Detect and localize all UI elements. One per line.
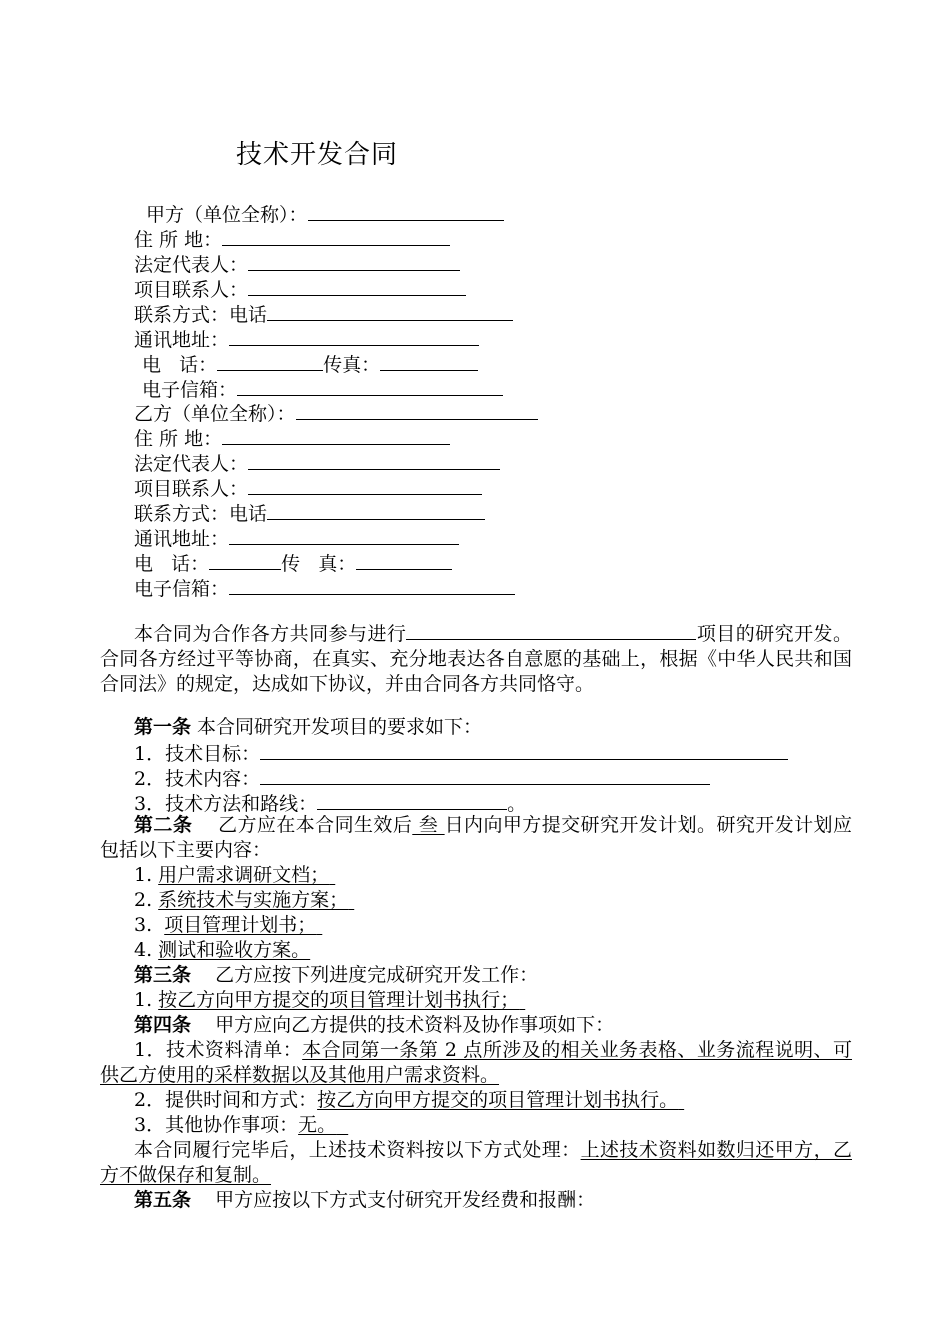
article-4-heading-row (134, 1013, 614, 1037)
tech-goal-label: 1．技术目标： (134, 743, 261, 765)
party-b-contact-row (134, 475, 482, 501)
article-1-item-2 (134, 765, 710, 791)
article-3-item-1 (134, 988, 525, 1012)
party-b-contact-blank[interactable] (248, 475, 482, 495)
party-a-email-blank[interactable] (237, 376, 503, 396)
party-b-contact-method-label: 联系方式：电话 (134, 503, 268, 525)
party-b-fax-blank[interactable] (356, 550, 452, 570)
article-5-heading-row (134, 1188, 595, 1212)
project-name-blank[interactable] (406, 623, 696, 640)
article-3-item-1-text: 按乙方向甲方提交的项目管理计划书执行； (158, 989, 520, 1011)
article-2-item-4-text: 测试和验收方案。 (158, 939, 311, 961)
article-2-item-4 (134, 938, 310, 962)
party-a-address-label: 住 所 地： (134, 229, 223, 251)
party-a-name-label: 甲方（单位全称）： (146, 204, 308, 226)
party-a-contact-method-row (134, 301, 513, 327)
party-b-email-label: 电子信箱： (134, 578, 230, 600)
party-b-phone-label: 电 话： (134, 553, 210, 575)
tech-goal-blank[interactable] (260, 740, 788, 760)
party-b-mail-address-row (134, 525, 459, 551)
party-a-fax-blank[interactable] (380, 351, 478, 371)
article-5-heading: 第五条 (134, 1189, 192, 1211)
party-a-legal-rep-blank[interactable] (248, 251, 460, 271)
article-2-text-after: 日内向甲方提交研究开发计划。研究开发计划应包括以下主要内容： (100, 814, 852, 861)
party-a-fax-label: 传真： (323, 354, 381, 376)
article-2-item-1-text: 用户需求调研文档； (158, 864, 330, 886)
article-2-item-1 (134, 863, 335, 887)
party-b-address-row (134, 425, 450, 451)
article-4-text: 甲方应向乙方提供的技术资料及协作事项如下： (191, 1014, 615, 1036)
article-2-item-3-text: 项目管理计划书； (164, 914, 317, 936)
article-4-heading: 第四条 (134, 1014, 192, 1036)
party-b-legal-rep-row (134, 450, 500, 476)
party-a-mail-address-label: 通讯地址： (134, 329, 230, 351)
other-matters-value: 无。 (298, 1114, 337, 1136)
tech-material-list-value: 本合同第一条第 2 点所涉及的相关业务表格、业务流程说明、可供乙方使用的采样数据以及其他用户需求资料。 (100, 1039, 853, 1086)
party-b-phone-fax-row (134, 550, 452, 576)
other-matters-label: 3．其他协作事项： (134, 1114, 299, 1136)
article-2-text-before: 乙方应在本合同生效后 (192, 814, 413, 836)
party-a-address-blank[interactable] (222, 226, 450, 246)
article-3-heading-row (134, 963, 538, 987)
party-b-address-label: 住 所 地： (134, 428, 223, 450)
party-a-mail-address-row (134, 326, 479, 352)
article-2-heading: 第二条 (134, 814, 193, 836)
article-2-item-2-num: 2. (134, 889, 159, 911)
party-b-phone2-blank[interactable] (209, 550, 281, 570)
disposal-label: 本合同履行完毕后，上述技术资料按以下方式处理： (134, 1139, 581, 1161)
article-5-text: 甲方应按以下方式支付研究开发经费和报酬： (191, 1189, 596, 1211)
provide-time-value: 按乙方向甲方提交的项目管理计划书执行。 (317, 1089, 679, 1111)
disposal-value: 上述技术资料如数归还甲方，乙方不做保存和复制。 (100, 1139, 852, 1186)
party-b-email-blank[interactable] (229, 575, 515, 595)
tech-content-blank[interactable] (260, 765, 710, 785)
article-3-item-1-num: 1. (134, 989, 159, 1011)
party-a-contact-label: 项目联系人： (134, 279, 249, 301)
party-a-mail-address-blank[interactable] (229, 326, 479, 346)
party-b-address-blank[interactable] (222, 425, 450, 445)
party-b-name-blank[interactable] (296, 400, 538, 420)
article-4-item-2 (134, 1088, 684, 1112)
article-2-item-3-num: 3. (134, 914, 165, 936)
article-4-item-3 (134, 1113, 348, 1137)
article-2-item-2 (134, 888, 354, 912)
party-a-phone-blank[interactable] (267, 301, 513, 321)
party-a-legal-rep-label: 法定代表人： (134, 254, 249, 276)
article-1-heading-row (134, 715, 482, 739)
party-b-mail-address-blank[interactable] (229, 525, 459, 545)
party-a-email-label: 电子信箱： (142, 379, 238, 401)
tech-material-list-label: 1．技术资料清单： (134, 1039, 303, 1061)
party-b-email-row (134, 575, 515, 601)
article-2-item-3 (134, 913, 322, 937)
article-4-disposal (100, 1138, 852, 1188)
article-1-text: 本合同研究开发项目的要求如下： (191, 716, 483, 738)
article-2-days: 叁 (412, 814, 445, 836)
party-a-phone2-blank[interactable] (217, 351, 323, 371)
article-3-heading: 第三条 (134, 964, 192, 986)
intro-text-before: 本合同为合作各方共同参与进行 (134, 623, 407, 645)
article-2-item-2-text: 系统技术与实施方案； (158, 889, 349, 911)
party-b-contact-method-row (134, 500, 485, 526)
article-3-text: 乙方应按下列进度完成研究开发工作： (191, 964, 539, 986)
tech-method-blank[interactable] (317, 790, 507, 810)
party-a-phone-label: 电 话： (142, 354, 218, 376)
party-b-name-label: 乙方（单位全称）： (134, 403, 296, 425)
party-b-phone-blank[interactable] (267, 500, 485, 520)
tech-method-end: 。 (507, 793, 527, 815)
party-b-mail-address-label: 通讯地址： (134, 528, 230, 550)
party-b-fax-label: 传 真： (281, 553, 357, 575)
party-a-address-row (134, 226, 450, 252)
party-a-phone-fax-row (142, 351, 478, 377)
document-title: 技术开发合同 (236, 140, 399, 170)
party-b-name-row (134, 400, 538, 426)
party-b-legal-rep-label: 法定代表人： (134, 453, 249, 475)
party-a-contact-blank[interactable] (248, 276, 466, 296)
provide-time-label: 2．提供时间和方式： (134, 1089, 318, 1111)
party-b-contact-label: 项目联系人： (134, 478, 249, 500)
party-a-name-row (146, 201, 504, 227)
article-2-item-1-num: 1. (134, 864, 159, 886)
intro-text-after: 项目的研究开发。合同各方经过平等协商，在真实、充分地表达各自意愿的基础上，根据《中华人民共和国合同法》的规定，达成如下协议，并由合同各方共同恪守。 (100, 623, 852, 695)
party-a-contact-method-label: 联系方式：电话 (134, 304, 268, 326)
article-1-item-1 (134, 740, 788, 766)
article-4-item-1 (100, 1038, 852, 1088)
party-b-legal-rep-blank[interactable] (248, 450, 500, 470)
tech-content-label: 2．技术内容： (134, 768, 261, 790)
article-1-heading: 第一条 (134, 716, 192, 738)
article-2-item-4-num: 4. (134, 939, 159, 961)
party-a-legal-rep-row (134, 251, 460, 277)
intro-paragraph (100, 622, 852, 697)
tech-method-label: 3．技术方法和路线： (134, 793, 318, 815)
party-a-name-blank[interactable] (308, 201, 504, 221)
party-a-email-row (142, 376, 503, 402)
article-2-paragraph (100, 813, 852, 863)
party-a-contact-row (134, 276, 466, 302)
